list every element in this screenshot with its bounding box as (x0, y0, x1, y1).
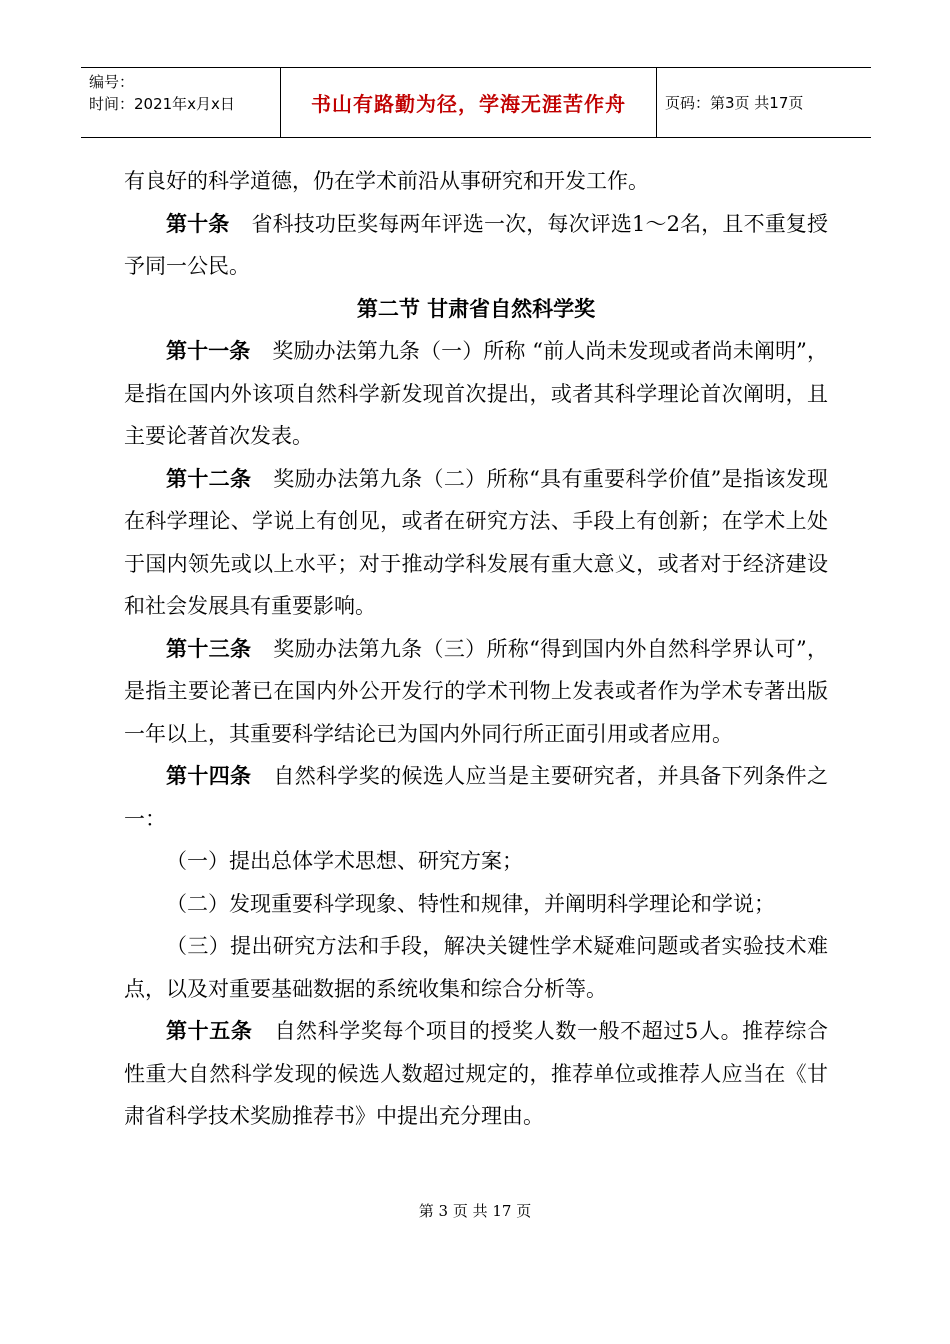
number-label: 编号： (89, 73, 135, 91)
article-10 (124, 203, 828, 288)
article-11 (124, 330, 828, 458)
article-13 (124, 628, 828, 756)
page-footer: 第 3 页 共 17 页 (418, 1202, 532, 1220)
document-body (124, 160, 828, 1138)
article-title: 第十三条 (166, 636, 252, 661)
header-motto: 书山有路勤为径，学海无涯苦作舟 (281, 68, 657, 137)
article-15 (124, 1010, 828, 1138)
header-meta (81, 68, 281, 137)
article-text: 奖励办法第九条（三）所称“得到国内外自然科学界认可”，是指主要论著已在国内外公开发行的学术刊物上发表或者作为学术专著出版一年以上，其重要科学结论已为国内外同行所正面引用或者应用。 (124, 636, 828, 746)
header-page-info: 页码：第3页 共17页 (665, 94, 804, 112)
paragraph: 有良好的科学道德，仍在学术前沿从事研究和开发工作。 (124, 169, 649, 193)
list-item: （一）提出总体学术思想、研究方案； (166, 849, 523, 873)
list-item: （二）发现重要科学现象、特性和规律，并阐明科学理论和学说； (166, 891, 775, 916)
article-title: 第十一条 (166, 339, 251, 363)
article-title: 第十条 (166, 211, 230, 236)
article-text: 自然科学奖的候选人应当是主要研究者，并具备下列条件之一： (124, 764, 829, 831)
article-text: 奖励办法第九条（一）所称 “前人尚未发现或者尚未阐明”，是指在国内外该项自然科学新发现首次提出，或者其科学理论首次阐明，且主要论著首次发表。 (124, 339, 828, 448)
article-14 (124, 755, 828, 840)
article-text: 自然科学奖每个项目的授奖人数一般不超过5人。推荐综合性重大自然科学发现的候选人数超过规定的，推荐单位或推荐人应当在《甘肃省科学技术奖励推荐书》中提出充分理由。 (124, 1019, 829, 1128)
article-title: 第十五条 (166, 1019, 253, 1043)
time-label: 时间：2021年x月x日 (89, 95, 235, 113)
article-title: 第十四条 (166, 764, 252, 788)
article-title: 第十二条 (166, 466, 252, 491)
article-text: 奖励办法第九条（二）所称“具有重要科学价值”是指该发现在科学理论、学说上有创见，或者在研究方法、手段上有创新；在学术上处于国内领先或以上水平；对于推动学科发展有重大意义，或者对于经济建设和社会发展具有重要影响。 (124, 466, 828, 618)
list-item: （三）提出研究方法和手段，解决关键性学术疑难问题或者实验技术难点，以及对重要基础数据的系统收集和综合分析等。 (124, 934, 828, 1001)
article-12 (124, 458, 828, 628)
article-text: 省科技功臣奖每两年评选一次，每次评选1～2名，且不重复授予同一公民。 (124, 211, 828, 278)
page-header (81, 67, 871, 138)
section-title: 第二节 甘肃省自然科学奖 (356, 296, 596, 321)
